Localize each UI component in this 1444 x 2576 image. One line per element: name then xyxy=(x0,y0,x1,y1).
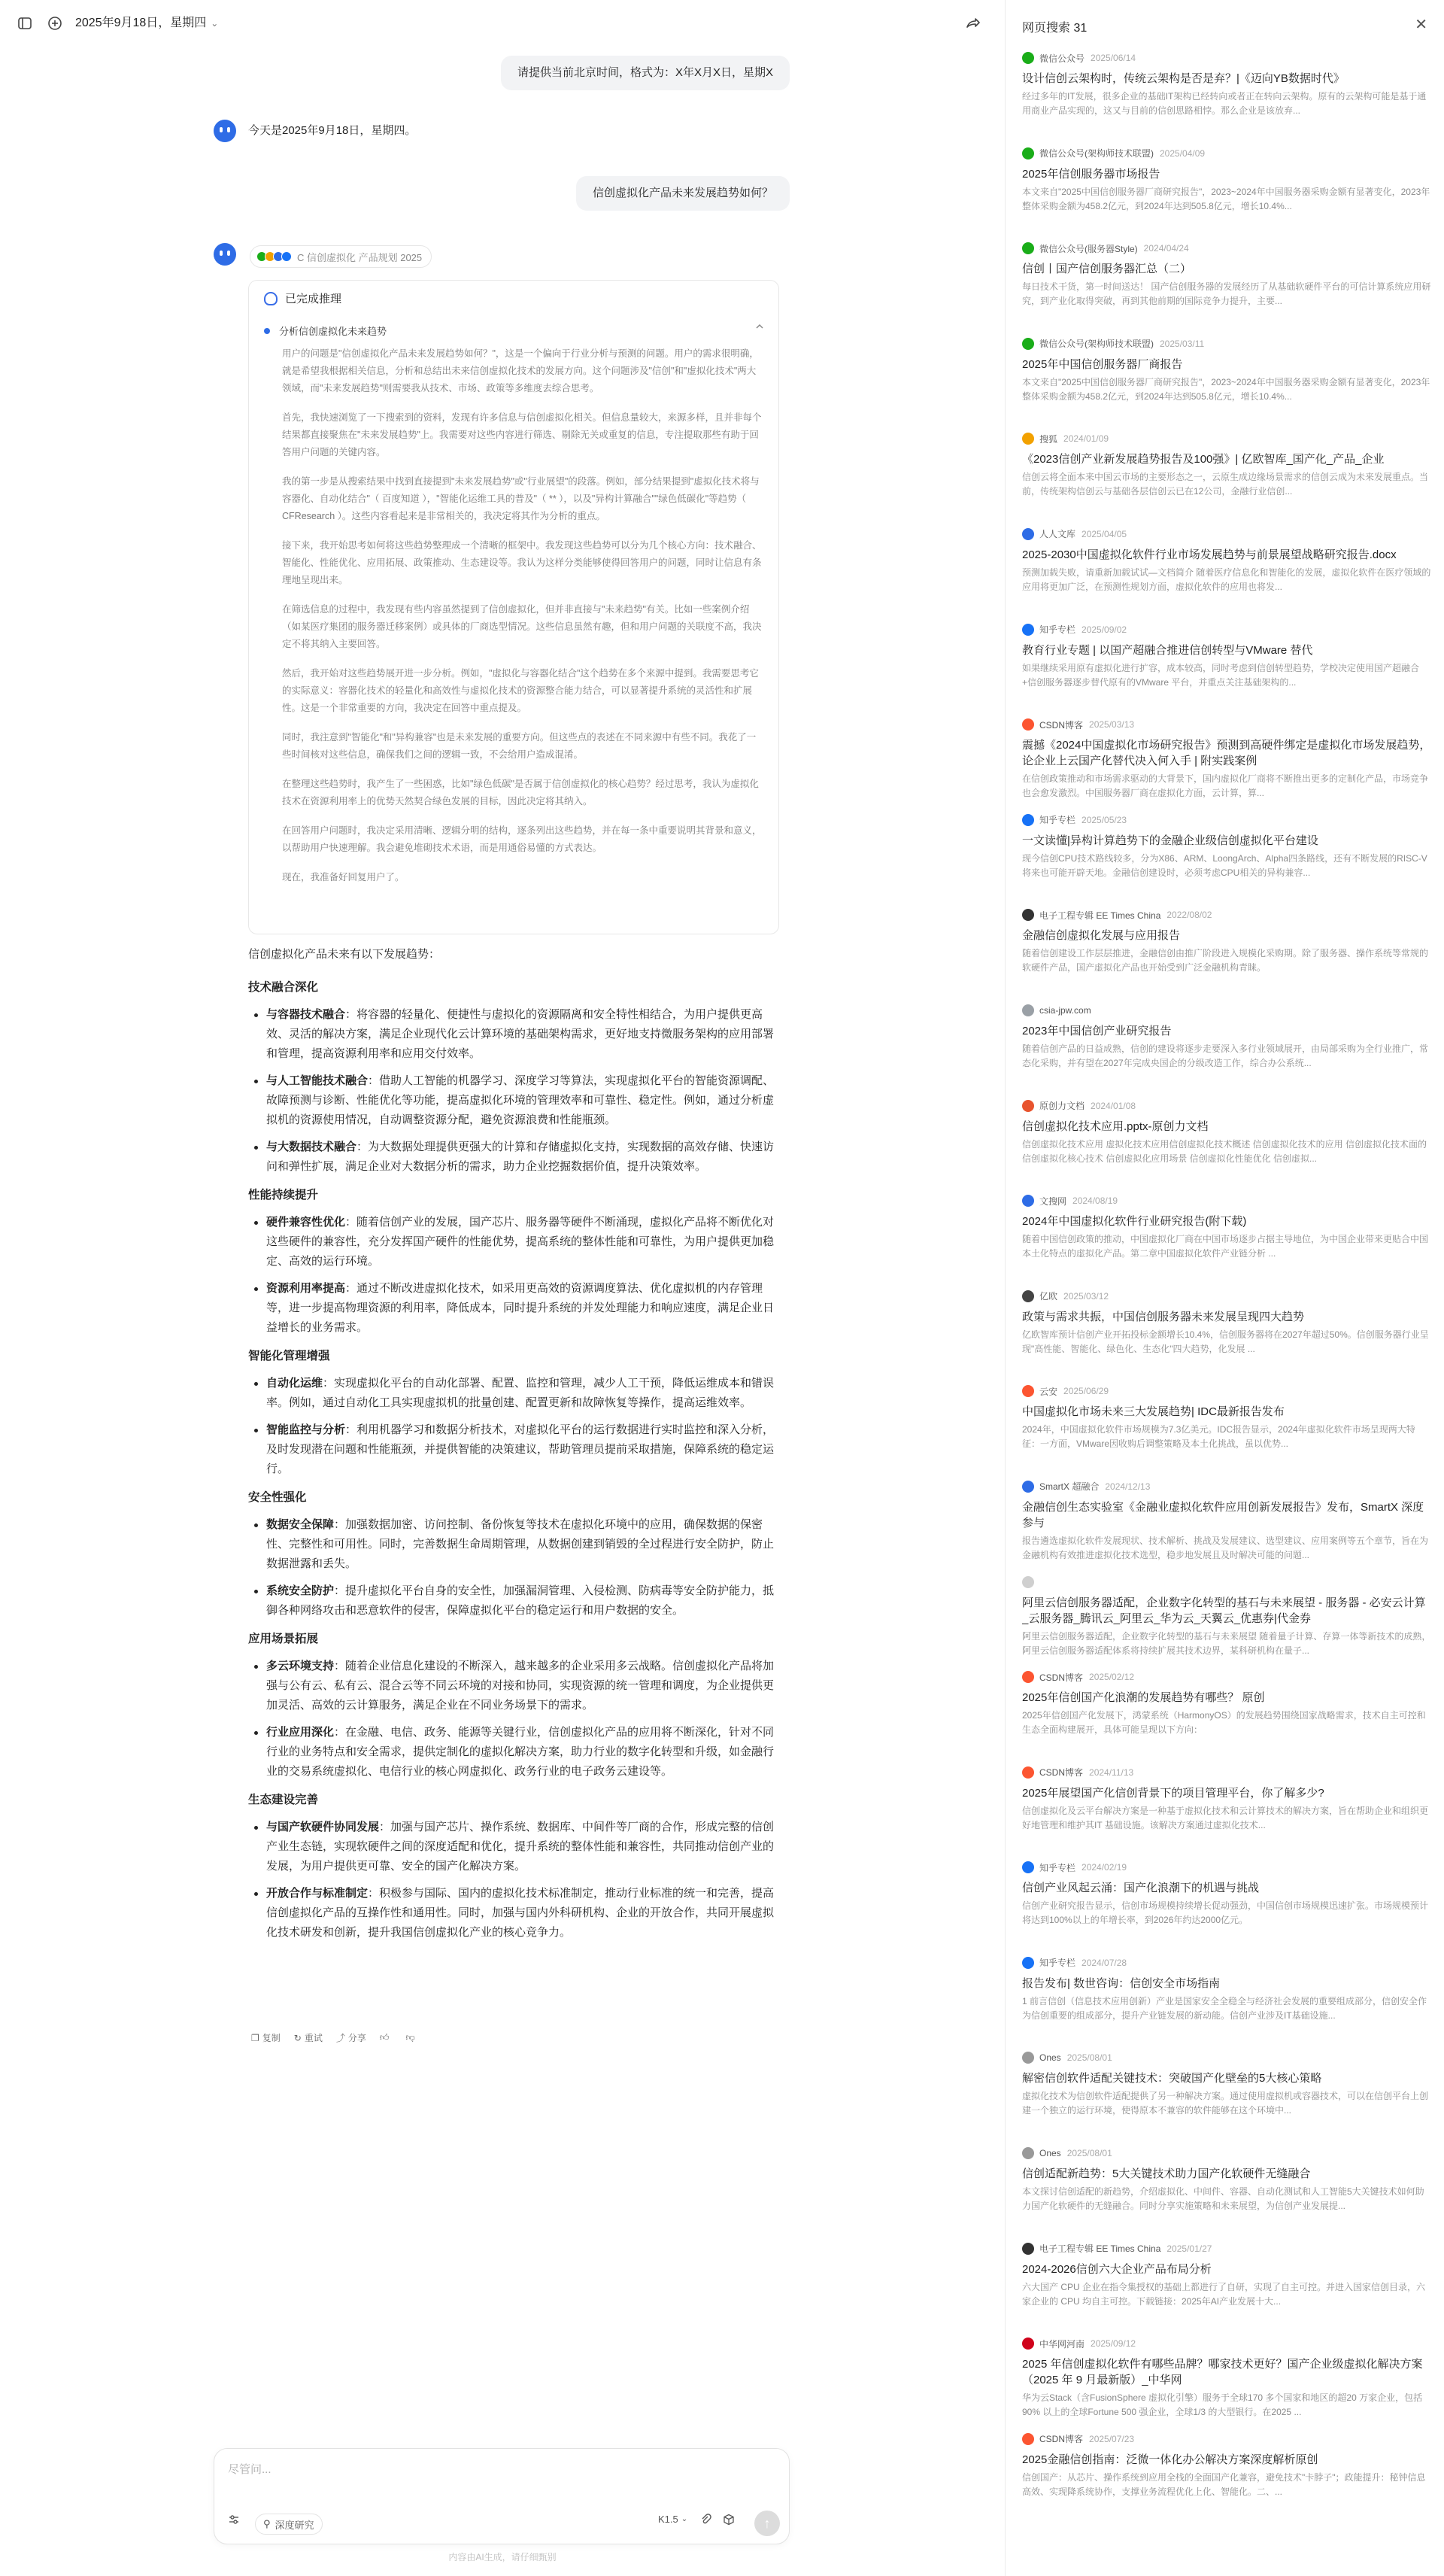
source-favicon-icon xyxy=(1022,2433,1034,2445)
result-snippet: 2025年信创国产化发展下，鸿蒙系统（HarmonyOS）的发展趋势围绕国家战略需求，技术自主可控和生态全面构建展开，具体可能呈现以下方向： xyxy=(1022,1710,1426,1736)
result-source-name: 电子工程专辑 EE Times China xyxy=(1039,910,1161,921)
result-title[interactable]: 2024年中国虚拟化软件行业研究报告(附下载) xyxy=(1022,1215,1247,1229)
result-title[interactable]: 金融信创生态实验室《金融业虚拟化软件应用创新发展报告》发布，SmartX 深度参与 xyxy=(1022,1500,1424,1530)
result-title[interactable]: 2023年中国信创产业研究报告 xyxy=(1022,1024,1172,1037)
assistant-answer xyxy=(248,945,781,1952)
source-favicon-icon xyxy=(1022,433,1034,445)
result-date: 2022/08/02 xyxy=(1166,910,1212,921)
source-favicon-icon xyxy=(1022,814,1034,826)
source-favicon-icon xyxy=(1022,1766,1034,1779)
search-result-item[interactable] xyxy=(1022,1192,1431,1288)
result-snippet: 信创云将全面本来中国云市场的主要形态之一，云原生成边缘场景需求的信创云成为未来发展重点。当前，传统架构信创云与基础各层信创云已在12公司，金融行业信创... xyxy=(1022,472,1429,497)
result-title[interactable]: 2025 年信创虚拟化软件有哪些品牌？哪家技术更好？国产企业级虚拟化解决方案（2025 年 9 月最新版）_中华网 xyxy=(1022,2358,1423,2387)
result-snippet: 六大国产 CPU 企业在指令集授权的基础上都进行了自研，实现了自主可控。并进入国家信创目录，六家企业的 CPU 均自主可控。下载链接：2025年AI产业发展十大... xyxy=(1022,2281,1426,2307)
item-text: ：通过不断改进虚拟化技术，如采用更高效的资源调度算法、优化虚拟机的内存管理等，进一步提高物理资源的利用率，降低成本，同时提升系统的并发处理能力和响应速度，满足企业日益增长的业务需求。 xyxy=(266,1282,775,1334)
item-label: 硬件兼容性优化 xyxy=(266,1216,346,1229)
result-source xyxy=(1022,907,1431,923)
result-snippet: 现今信创CPU技术路线较多，分为X86、ARM、LoongArch、Alpha四条路线，还有不断发展的RISC-V将来也可能开辟天地。金融信创建设时，必须考虑CPU相关的异构兼容... xyxy=(1022,852,1427,878)
source-favicon-icon xyxy=(1022,624,1034,636)
retry-label: 重试 xyxy=(304,2033,323,2043)
reasoning-paragraph: 首先，我快速浏览了一下搜索到的资料，发现有许多信息与信创虚拟化相关。但信息量较大，来源多样，且并非每个结果都直接聚焦在"未来发展趋势"上。我需要对这些内容进行筛选、剔除无关或重复的信息，专注提取那些有助于回答用户问题的关键内容。 xyxy=(282,412,762,457)
result-title[interactable]: 2025年中国信创服务器厂商报告 xyxy=(1022,357,1183,371)
bullet-list xyxy=(248,1005,781,1177)
search-result-item[interactable] xyxy=(1022,2431,1431,2526)
research-icon: ⚲ xyxy=(263,2518,271,2529)
copy-icon: ❐ xyxy=(251,2032,259,2043)
result-snippet: 信创产业研究报告显示，信创市场规模持续增长促动强劲，中国信创市场规模迅速扩张。市场规模预计将达到100%以上的年增长率，到2026年约达2000亿元。 xyxy=(1022,1900,1429,1926)
result-source xyxy=(1022,1859,1431,1876)
item-label: 资源利用率提高 xyxy=(266,1282,346,1295)
result-title[interactable]: 《2023信创产业新发展趋势报告及100强》| 亿欧智库_国产化_产品_企业 xyxy=(1022,453,1385,466)
thumbs-down-icon: 👎︎ xyxy=(405,2032,415,2043)
result-source xyxy=(1022,2335,1431,2352)
result-title[interactable]: 震撼《2024中国虚拟化市场研究报告》预测到高硬件绑定是虚拟化市场发展趋势，论企业上云国产化替代决入何入手 | 附实践案例 xyxy=(1022,739,1431,768)
result-snippet: 随着信创建设工作层层推进，金融信创由推广阶段进入规模化采购期。除了服务器、操作系统等常规的软硬件产品，国产虚拟化产品也开始受到广泛金融机构青睐。 xyxy=(1022,948,1429,974)
result-snippet: 本文来自"2025中国信创服务器厂商研究报告"，2023~2024年中国服务器采购金额有显著变化，2023年整体采购金额为458.2亿元，到2024年达到505.8亿元，增长10.4%... xyxy=(1022,376,1430,402)
reasoning-step-label: 分析信创虚拟化未来趋势 xyxy=(279,326,387,337)
result-snippet: 在信创政策推动和市场需求驱动的大背景下，国内虚拟化厂商将不断推出更多的定制化产品，市场竞争也会愈发激烈。中国服务器厂商在虚拟化方面，云计算，算... xyxy=(1022,773,1429,799)
reasoning-paragraph: 同时，我注意到"智能化"和"异构兼容"也是未来发展的重要方向。但这些点的表述在不同来源中有些不同。我花了一些时间核对这些信息，确保我们之间的逻辑一致，不会给用户造成混淆。 xyxy=(282,732,757,760)
source-favicon-icon xyxy=(1022,2147,1034,2159)
reasoning-title: 已完成推理 xyxy=(285,293,342,305)
model-selector[interactable] xyxy=(658,2514,687,2525)
item-label: 与大数据技术融合 xyxy=(266,1141,357,1153)
source-favicon-icon xyxy=(1022,338,1034,350)
item-label: 智能监控与分析 xyxy=(266,1423,346,1436)
result-source xyxy=(1022,2145,1431,2161)
source-favicon-icon xyxy=(1022,718,1034,731)
result-date: 2025/04/05 xyxy=(1081,528,1127,539)
result-source xyxy=(1022,240,1431,257)
result-source xyxy=(1022,1002,1431,1019)
result-source-name: 亿欧 xyxy=(1039,1291,1058,1302)
item-label: 多云环境支持 xyxy=(266,1660,335,1672)
result-source xyxy=(1022,50,1431,66)
result-date: 2025/04/09 xyxy=(1160,147,1206,159)
reasoning-paragraph: 在回答用户问题时，我决定采用清晰、逻辑分明的结构，逐条列出这些趋势，并在每一条中重要说明其背景和意义，以帮助用户快速理解。我会避免堆砌技术术语，而是用通俗易懂的方式表达。 xyxy=(282,825,762,853)
result-date: 2025/08/01 xyxy=(1066,2052,1112,2064)
item-label: 与国产软硬件协同发展 xyxy=(266,1821,380,1833)
search-result-item[interactable] xyxy=(1022,812,1431,907)
cube-icon[interactable] xyxy=(723,2514,735,2526)
section-heading: 安全性强化 xyxy=(248,1491,307,1504)
reasoning-panel xyxy=(248,280,779,934)
list-item xyxy=(248,1657,781,1715)
result-date: 2024/01/08 xyxy=(1091,1100,1136,1111)
item-text: ：将容器的轻量化、便捷性与虚拟化的资源隔离和安全特性相结合，为用户提供更高效、灵活的解决方案，满足企业现代化云计算环境的基础架构需求，更好地支持微服务架构的应用部署和管理，提高资源利用率和应用交付效率。 xyxy=(266,1008,775,1060)
web-search-panel xyxy=(1005,0,1444,2576)
search-result-item[interactable] xyxy=(1022,1859,1431,1955)
search-result-item[interactable] xyxy=(1022,1288,1431,1384)
result-source-name: CSDN博客 xyxy=(1039,719,1084,731)
sidebar-toggle-icon[interactable] xyxy=(17,15,33,32)
item-label: 开放合作与标准制定 xyxy=(266,1887,369,1900)
item-text: ：借助人工智能的机器学习、深度学习等算法，实现虚拟化平台的智能资源调配、故障预测与诊断、性能优化等功能，提高虚拟化环境的管理效率和可靠性、稳定性。例如，通过分析虚拟机的资源使用情况，自动调整资源分配，避免资源浪费和性能瓶颈。 xyxy=(266,1074,775,1126)
result-source xyxy=(1022,1955,1431,1971)
reasoning-header[interactable] xyxy=(264,290,341,306)
result-date: 2024/01/09 xyxy=(1063,433,1109,445)
result-source-name: Ones xyxy=(1039,2148,1061,2159)
result-snippet: 随着中国信创政策的推动，中国虚拟化厂商在中国市场逐步占据主导地位，为中国企业带来更贴合中国本土化特点的虚拟化产品。第二章中国虚拟化软件产业链分析 ... xyxy=(1022,1234,1429,1259)
result-title[interactable]: 2024-2026信创六大企业产品布局分析 xyxy=(1022,2262,1212,2276)
result-source xyxy=(1022,1574,1431,1590)
result-date: 2024/12/13 xyxy=(1105,1481,1151,1492)
result-source xyxy=(1022,2240,1431,2257)
sources-chip-label: C 信创虚拟化 产品规划 2025 xyxy=(297,251,423,263)
new-chat-icon[interactable] xyxy=(47,15,63,32)
result-source xyxy=(1022,1288,1431,1305)
result-source xyxy=(1022,2431,1431,2447)
result-title[interactable]: 报告发布| 数世咨询：信创安全市场指南 xyxy=(1022,1976,1221,1990)
source-favicon-icon xyxy=(1022,2052,1034,2064)
item-text: ：加强数据加密、访问控制、备份恢复等技术在虚拟化环境中的应用，确保数据的保密性、完整性和可用性。同时，完善数据生命周期管理，从数据创建到销毁的全过程进行安全防护，防止数据泄露和丢失。 xyxy=(266,1518,775,1570)
bullet-list xyxy=(248,1374,781,1479)
list-item xyxy=(248,1818,781,1876)
search-result-item[interactable] xyxy=(1022,1574,1431,1669)
user-message: 请提供当前北京时间，格式为：X年X月X日，星期X xyxy=(501,56,790,90)
bullet-list xyxy=(248,1818,781,1943)
result-title[interactable]: 教育行业专题 | 以国产超融合推进信创转型与VMware 替代 xyxy=(1022,643,1313,657)
result-snippet: 亿欧智库预计信创产业开拓投标金额增长10.4%，信创服务器将在2027年超过50%。信创服务器行业呈现"高性能、智能化、绿色化、生态化"四大趋势，化发展 ... xyxy=(1022,1329,1429,1354)
attach-icon[interactable] xyxy=(700,2514,712,2526)
search-result-item[interactable] xyxy=(1022,2049,1431,2145)
arrow-up-icon: ↑ xyxy=(763,2516,771,2531)
result-snippet: 信创虚拟化技术应用 虚拟化技术应用信创虚拟化技术概述 信创虚拟化技术的应用 信创虚拟化技术面的 信创虚拟化核心技术 信创虚拟化应用场景 信创虚拟化性能优化 信创虚拟... xyxy=(1022,1138,1427,1164)
reasoning-paragraph: 在筛选信息的过程中，我发现有些内容虽然提到了信创虚拟化，但并非直接与"未来趋势"有关。比如一些案例介绍（如某医疗集团的服务器迁移案例）或具体的厂商选型情况。这些信息虽然有趣，但和用户问题的关联度不高，我决定不将其纳入主要回答。 xyxy=(282,604,762,649)
source-favicon-icon xyxy=(1022,1481,1034,1493)
tools-icon[interactable] xyxy=(228,2514,240,2526)
result-source-name: 知乎专栏 xyxy=(1039,1862,1076,1873)
list-item xyxy=(248,1071,781,1130)
search-result-item[interactable] xyxy=(1022,2145,1431,2240)
result-source xyxy=(1022,1098,1431,1114)
result-title[interactable]: 中国虚拟化市场未来三大发展趋势| IDC最新报告发布 xyxy=(1022,1405,1285,1419)
answer-intro: 信创虚拟化产品未来有以下发展趋势： xyxy=(248,948,441,961)
result-source xyxy=(1022,526,1431,542)
search-results-list xyxy=(1022,50,1431,2526)
source-favicon-icon xyxy=(1022,1004,1034,1016)
result-title[interactable]: 2025年信创国产化浪潮的发展趋势有哪些？ 原创 xyxy=(1022,1691,1265,1705)
result-date: 2024/11/13 xyxy=(1089,1766,1134,1778)
search-result-item[interactable] xyxy=(1022,907,1431,1002)
source-favicon-icon xyxy=(1022,1861,1034,1873)
result-source xyxy=(1022,621,1431,638)
result-title[interactable]: 政策与需求共振，中国信创服务器未来发展呈现四大趋势 xyxy=(1022,1310,1305,1323)
item-label: 自动化运维 xyxy=(266,1377,323,1390)
item-text: ：提升虚拟化平台自身的安全性，加强漏洞管理、入侵检测、防病毒等安全防护能力，抵御各种网络攻击和恶意软件的侵害，保障虚拟化平台的稳定运行和用户数据的安全。 xyxy=(266,1584,775,1617)
reasoning-paragraph: 在整理这些趋势时，我产生了一些困惑，比如"绿色低碳"是否属于信创虚拟化的核心趋势？经过思考，我认为虚拟化技术在资源利用率上的优势天然契合绿色发展的目标，因此决定将其纳入。 xyxy=(282,779,759,807)
item-label: 与人工智能技术融合 xyxy=(266,1074,369,1087)
retry-button[interactable] xyxy=(294,2031,323,2044)
result-title[interactable]: 2025金融信创指南：泛微一体化办公解决方案深度解析原创 xyxy=(1022,2453,1318,2466)
reasoning-paragraph: 用户的问题是"信创虚拟化产品未来发展趋势如何？"，这是一个偏向于行业分析与预测的问题。用户的需求很明确，就是希望我根据相关信息，分析和总结出未来信创虚拟化技术的发展方向。这个问题涉及"信创"和"虚拟化技术"两大领域，而"未来发展趋势"则需要我从技术、市场、政策等多维度去综合思考。 xyxy=(282,348,759,393)
share-button[interactable] xyxy=(336,2031,366,2044)
item-text: ：随着企业信息化建设的不断深入，越来越多的企业采用多云战略。信创虚拟化产品将加强与公有云、私有云、混合云等不同云环境的对接和协同，实现资源的统一管理和调度，为企业提供更加灵活、高效的云计算服务，满足企业在不同业务场景下的需求。 xyxy=(266,1660,775,1712)
result-source xyxy=(1022,1192,1431,1209)
result-date: 2025/02/12 xyxy=(1089,1672,1135,1683)
source-favicon-icon xyxy=(1022,1957,1034,1969)
result-source-name: 微信公众号(架构师技术联盟) xyxy=(1039,339,1154,350)
item-text: ：实现虚拟化平台的自动化部署、配置、监控和管理，减少人工干预，降低运维成本和错误率。例如，通过自动化工具实现虚拟机的批量创建、配置更新和故障恢复等操作，提高运维效率。 xyxy=(266,1377,775,1409)
search-result-item[interactable] xyxy=(1022,1002,1431,1098)
result-title[interactable]: 阿里云信创服务器适配，企业数字化转型的基石与未来展望 - 服务器 - 必安云计算_云服务器_腾讯云_阿里云_华为云_天翼云_优惠券|代金券 xyxy=(1022,1596,1426,1625)
result-source-name: CSDN博客 xyxy=(1039,2434,1084,2445)
chat-title[interactable] xyxy=(75,15,218,32)
result-source xyxy=(1022,716,1431,733)
result-source-name: 中华网河南 xyxy=(1039,2338,1085,2350)
send-button[interactable] xyxy=(754,2511,780,2536)
copy-label: 复制 xyxy=(262,2033,281,2043)
chat-header xyxy=(0,0,1005,47)
result-source-name: 电子工程专辑 EE Times China xyxy=(1039,2243,1161,2255)
assistant-avatar xyxy=(214,120,236,142)
search-result-item[interactable] xyxy=(1022,1764,1431,1860)
message-composer xyxy=(214,2448,790,2544)
list-item xyxy=(248,1884,781,1943)
result-snippet: 本文来自"2025中国信创服务器厂商研究报告"，2023~2024年中国服务器采购金额有显著变化，2023年整体采购金额为458.2亿元，到2024年达到505.8亿元，增长10.4%... xyxy=(1022,186,1430,211)
deep-research-label: 深度研究 xyxy=(275,2519,314,2531)
result-snippet: 信创虚拟化及云平台解决方案是一种基于虚拟化技术和云计算技术的解决方案，旨在帮助企业和组织更好地管理和维护其IT 基础设施。该解决方案通过虚拟化技术... xyxy=(1022,1805,1429,1830)
result-title[interactable]: 金融信创虚拟化发展与应用报告 xyxy=(1022,929,1181,943)
result-title[interactable]: 解密信创软件适配关键技术：突破国产化壁垒的5大核心策略 xyxy=(1022,2072,1322,2085)
item-text: ：利用机器学习和数据分析技术，对虚拟化平台的运行数据进行实时监控和深入分析，及时发现潜在问题和性能瓶颈，并提供智能的决策建议，帮助管理员提前采取措施，保障系统的稳定运行。 xyxy=(266,1423,775,1475)
item-text: ：积极参与国际、国内的虚拟化技术标准制定，推动行业标准的统一和完善，提高信创虚拟化产品的互操作性和通用性。同时，加强与国内外科研机构、企业的开放合作，共同开展虚拟化技术研发和创新，提升我国信创虚拟化产业的核心竞争力。 xyxy=(266,1887,775,1939)
result-snippet: 1 前言信创（信息技术应用创新）产业是国家安全全稳全与经济社会发展的重要组成部分，信创安全作为信创重要的组成部分，提升产业链发展的新动能。信创产业涉及IT基础设施... xyxy=(1022,1995,1427,2021)
section-heading: 生态建设完善 xyxy=(248,1794,319,1806)
result-title[interactable]: 一文读懂|异构计算趋势下的金融企业级信创虚拟化平台建设 xyxy=(1022,834,1318,847)
chevron-down-icon: ⌄ xyxy=(211,18,219,29)
source-favicon-icon xyxy=(281,251,292,262)
search-result-item[interactable] xyxy=(1022,1478,1431,1574)
ai-disclaimer: 内容由AI生成，请仔细甄别 xyxy=(448,2552,557,2562)
lightbulb-icon xyxy=(264,292,278,305)
result-date: 2024/07/28 xyxy=(1081,1957,1127,1968)
item-text: ：为大数据处理提供更强大的计算和存储虚拟化支持，实现数据的高效存储、快速访问和弹性扩展，满足企业对大数据分析的需求，助力企业挖掘数据价值，提升决策效率。 xyxy=(266,1141,775,1173)
list-item xyxy=(248,1723,781,1782)
result-snippet: 随着信创产品的日益成熟，信创的建设将逐步走要深入多行业领域展开，由局部采购为全行业推广，常态化采购，并有望在2027年完成央国企的分级改造工作，综合办公系统... xyxy=(1022,1043,1429,1068)
reasoning-step xyxy=(264,324,387,338)
item-text: ：随着信创产业的发展，国产芯片、服务器等硬件不断涌现，虚拟化产品将不断优化对这些硬件的兼容性，充分发挥国产硬件的性能优势，提高系统的整体性能和可靠性，为用户提供更加稳定、高效的运行环境。 xyxy=(266,1216,775,1268)
result-date: 2025/06/29 xyxy=(1063,1386,1109,1397)
search-result-item[interactable] xyxy=(1022,1098,1431,1193)
search-result-item[interactable] xyxy=(1022,145,1431,241)
list-item xyxy=(248,1213,781,1271)
chevron-down-icon: ⌄ xyxy=(681,2515,688,2523)
result-title[interactable]: 2025-2030中国虚拟化软件行业市场发展趋势与前景展望战略研究报告.docx xyxy=(1022,548,1397,561)
source-favicon-icon xyxy=(1022,147,1034,159)
result-date: 2024/04/24 xyxy=(1143,243,1189,254)
source-favicon-icon xyxy=(1022,528,1034,540)
list-item xyxy=(248,1420,781,1479)
result-source-name: 微信公众号 xyxy=(1039,53,1085,64)
thumbs-up-button[interactable] xyxy=(380,2032,393,2043)
share-icon[interactable] xyxy=(964,15,981,32)
result-source-name: 云安 xyxy=(1039,1386,1058,1397)
result-date: 2025/03/12 xyxy=(1063,1290,1109,1302)
list-item xyxy=(248,1005,781,1064)
result-date: 2024/02/19 xyxy=(1081,1862,1127,1873)
search-result-item[interactable] xyxy=(1022,430,1431,526)
item-label: 行业应用深化 xyxy=(266,1726,335,1739)
list-item xyxy=(248,1581,781,1621)
result-source-name: 知乎专栏 xyxy=(1039,624,1076,636)
result-source-name: SmartX 超融合 xyxy=(1039,1481,1100,1493)
result-snippet: 本文探讨信创适配的新趋势，介绍虚拟化、中间件、容器、自动化测试和人工智能5大关键技术如何助力国产化软硬件的无缝融合。同时分享实施策略和未来展望，为信创产业发展提... xyxy=(1022,2186,1424,2212)
result-source-name: CSDN博客 xyxy=(1039,1672,1084,1683)
panel-title: 网页搜索 31 xyxy=(1022,22,1088,35)
section-heading: 性能持续提升 xyxy=(248,1189,319,1201)
result-source xyxy=(1022,2049,1431,2066)
result-title[interactable]: 信创产业风起云涌：国产化浪潮下的机遇与挑战 xyxy=(1022,1882,1260,1895)
reasoning-paragraph: 我的第一步是从搜索结果中找到直接提到"未来发展趋势"或"行业展望"的段落。例如，部分结果提到"虚拟化技术将与容器化、自动化结合"（ 百度知道 ），"智能化运维工具的普及"（ ** ），以及"异构计算融合""绿色低碳化"等趋势（ CFResearch ）。这些内容看起来是非常相关的，我决定将其作为分析的重点。 xyxy=(282,476,760,521)
search-result-item[interactable] xyxy=(1022,50,1431,145)
result-snippet: 每日技术干货，第一时间送达！ 国产信创服务器的发展经历了从基础软硬件平台的可信计算系统应用研究，到产业化取得突破，再到其他前期的国际竞争力提升，主要... xyxy=(1022,281,1431,307)
result-source-name: 微信公众号(服务器Style) xyxy=(1039,243,1138,254)
model-label: K1.5 xyxy=(658,2514,678,2525)
result-date: 2025/07/23 xyxy=(1089,2433,1135,2444)
result-source-name: 文搜网 xyxy=(1039,1195,1067,1207)
result-snippet: 2024年，中国虚拟化软件市场规模为7.3亿美元。IDC报告显示，2024年虚拟化软件市场呈现两大特征：一方面，VMware因收购后调整策略及本土化挑战，虽以优势... xyxy=(1022,1424,1415,1450)
source-favicon-icon xyxy=(1022,1576,1034,1588)
message-input[interactable]: 尽管问... xyxy=(228,2463,272,2476)
result-date: 2025/09/02 xyxy=(1081,624,1127,635)
search-result-item[interactable] xyxy=(1022,1955,1431,2050)
result-date: 2025/03/13 xyxy=(1089,719,1135,731)
item-text: ：加强与国产芯片、操作系统、数据库、中间件等厂商的合作，形成完整的信创产业生态链，实现软硬件之间的深度适配和优化，提升系统的整体性能和兼容性，共同推动信创产业的发展，为用户提供更可靠、安全的国产化解决方案。 xyxy=(266,1821,775,1873)
result-source xyxy=(1022,145,1431,162)
source-favicon-icon xyxy=(1022,1195,1034,1207)
result-snippet: 经过多年的IT发展，很多企业的基础IT架构已经转向或者正在转向云架构。原有的云架构可能是基于通用商业产品实现的，这又与目前的信创思路相悖。那么企业是该放弃... xyxy=(1022,91,1427,116)
list-item xyxy=(248,1138,781,1177)
result-source xyxy=(1022,1478,1431,1495)
search-result-item[interactable] xyxy=(1022,336,1431,431)
assistant-message: 今天是2025年9月18日，星期四。 xyxy=(248,124,417,137)
search-result-item[interactable] xyxy=(1022,2335,1431,2431)
share-icon: ⤴ xyxy=(335,2033,345,2043)
user-message: 信创虚拟化产品未来发展趋势如何？ xyxy=(576,176,790,211)
reasoning-paragraph: 现在，我准备好回复用户了。 xyxy=(282,872,405,882)
result-source xyxy=(1022,336,1431,352)
result-source xyxy=(1022,1669,1431,1685)
result-source-name: 人人文库 xyxy=(1039,529,1076,540)
search-result-item[interactable] xyxy=(1022,526,1431,621)
refresh-icon: ↻ xyxy=(293,2032,302,2043)
reasoning-paragraph: 然后，我开始对这些趋势展开进一步分析。例如，"虚拟化与容器化结合"这个趋势在多个来源中提到。我需要思考它的实际意义：容器化技术的轻量化和高效性与虚拟化技术的资源整合能力结合，可以显著提升系统的灵活性和扩展性。这是一个非常重要的方向，我决定在回答中重点提及。 xyxy=(282,668,759,713)
result-source-name: 原创力文档 xyxy=(1039,1101,1085,1112)
thumbs-down-button[interactable] xyxy=(405,2032,417,2043)
search-result-item[interactable] xyxy=(1022,716,1431,812)
item-label: 系统安全防护 xyxy=(266,1584,335,1597)
result-date: 2025/05/23 xyxy=(1081,814,1127,825)
result-title[interactable]: 2025年信创服务器市场报告 xyxy=(1022,167,1160,181)
bullet-list xyxy=(248,1213,781,1338)
result-date: 2025/08/01 xyxy=(1066,2148,1112,2159)
step-dot-icon xyxy=(264,328,270,334)
reasoning-body xyxy=(282,345,763,898)
source-favicon-icon xyxy=(1022,2338,1034,2350)
close-icon[interactable]: ✕ xyxy=(1415,17,1427,33)
result-snippet: 信创国产：从芯片、操作系统到应用全栈的全面国产化兼容，避免技术"卡脖子"；政能提升：秘钟信息高效、实现降系统协作，支撑业务流程优化上化、智能化。二、... xyxy=(1022,2471,1426,2497)
result-snippet: 报告遴选虚拟化软件发展现状、技术解析、挑战及发展建议、选型建议、应用案例等五个章节，旨在为金融机构有效推进虚拟化技术选型，稳步地发展且及时解决可能的问题... xyxy=(1022,1535,1429,1560)
result-date: 2025/01/27 xyxy=(1166,2243,1212,2254)
search-result-item[interactable] xyxy=(1022,1383,1431,1478)
sources-chip[interactable] xyxy=(250,245,432,268)
result-source xyxy=(1022,430,1431,447)
share-label: 分享 xyxy=(347,2033,366,2043)
result-date: 2025/03/11 xyxy=(1160,338,1205,349)
result-source xyxy=(1022,1764,1431,1781)
source-favicon-icon xyxy=(1022,1385,1034,1397)
result-date: 2025/06/14 xyxy=(1091,53,1136,63)
assistant-avatar xyxy=(214,243,236,266)
result-source-name: 搜狐 xyxy=(1039,433,1058,445)
result-date: 2025/09/12 xyxy=(1091,2338,1136,2350)
chat-title-text: 2025年9月18日，星期四 xyxy=(75,17,207,29)
result-source-name: 微信公众号(架构师技术联盟) xyxy=(1039,148,1154,159)
search-result-item[interactable] xyxy=(1022,240,1431,336)
result-snippet: 阿里云信创服务器适配，企业数字化转型的基石与未来展望 随着量子计算、存算一体等新技术的成熟，阿里云信创服务器适配体系将持续扩展其技术边界，某科研机构在量子... xyxy=(1022,1630,1431,1656)
section-heading: 技术融合深化 xyxy=(248,981,319,994)
chevron-up-icon[interactable] xyxy=(754,321,765,334)
thumbs-up-icon: 👍︎ xyxy=(379,2032,390,2043)
result-title[interactable]: 信创适配新趋势：5大关键技术助力国产化软硬件无缝融合 xyxy=(1022,2167,1311,2181)
section-heading: 智能化管理增强 xyxy=(248,1350,330,1362)
result-snippet: 预测加载失败，请重新加载试试—文档简介 随着医疗信息化和智能化的发展，虚拟化软件在医疗领域的应用将更加广泛，在预测性规划方面，虚拟化软件的应用也将发... xyxy=(1022,567,1431,592)
result-snippet: 虚拟化技术为信创软件适配提供了另一种解决方案。通过使用虚拟机或容器技术，可以在信创平台上创建一个独立的运行环境，使得原本不兼容的软件能够在这个环境中... xyxy=(1022,2091,1429,2116)
source-favicon-icon xyxy=(1022,2243,1034,2255)
section-heading: 应用场景拓展 xyxy=(248,1633,319,1645)
result-snippet: 如果继续采用原有虚拟化进行扩容，成本较高，同时考虑到信创转型趋势，学校决定使用国产超融合+信创服务器逐步替代原有的VMware 平台，并重点关注基础架构的... xyxy=(1022,662,1420,688)
result-snippet: 华为云Stack（含FusionSphere 虚拟化引擎）服务于全球170 多个国家和地区的超20 万家企业，包括90% 以上的全球Fortune 500 强企业，全球1/3 的大型银行。在2025 ... xyxy=(1022,2392,1423,2418)
result-title[interactable]: 信创丨国产信创服务器汇总（二） xyxy=(1022,263,1192,276)
deep-research-button[interactable] xyxy=(255,2514,323,2535)
result-date: 2024/08/19 xyxy=(1072,1195,1118,1207)
message-actions xyxy=(251,2031,432,2044)
result-source-name: 知乎专栏 xyxy=(1039,1958,1076,1969)
item-text: ：在金融、电信、政务、能源等关键行业，信创虚拟化产品的应用将不断深化，针对不同行业的业务特点和安全需求，提供定制化的虚拟化解决方案，助力行业的数字化转型和升级，如金融行业的交易系统虚拟化、电信行业的核心网虚拟化、政务行业的电子政务云建设等。 xyxy=(266,1726,775,1778)
source-favicon-icon xyxy=(1022,1671,1034,1683)
source-favicon-icon xyxy=(1022,1100,1034,1112)
item-label: 数据安全保障 xyxy=(266,1518,335,1531)
search-result-item[interactable] xyxy=(1022,621,1431,717)
search-result-item[interactable] xyxy=(1022,2240,1431,2336)
list-item xyxy=(248,1515,781,1574)
list-item xyxy=(248,1374,781,1413)
item-label: 与容器技术融合 xyxy=(266,1008,346,1021)
result-title[interactable]: 2025年展望国产化信创背景下的项目管理平台，你了解多少? xyxy=(1022,1786,1324,1800)
reasoning-paragraph: 接下来，我开始思考如何将这些趋势整理成一个清晰的框架中。我发现这些趋势可以分为几个核心方向：技术融合、智能化、性能优化、应用拓展、政策推动、生态建设等。我认为这样分类能够使得回答用户的问题，同时让信息有条理地呈现出来。 xyxy=(282,540,762,585)
source-favicon-icon xyxy=(1022,242,1034,254)
source-favicon-icon xyxy=(1022,1290,1034,1302)
result-source xyxy=(1022,812,1431,828)
bullet-list xyxy=(248,1515,781,1621)
search-result-item[interactable] xyxy=(1022,1669,1431,1764)
copy-button[interactable] xyxy=(251,2031,281,2044)
source-favicon-icon xyxy=(1022,52,1034,64)
result-title[interactable]: 设计信创云架构时，传统云架构是否是弃？|《迈向YB数据时代》 xyxy=(1022,72,1345,85)
bullet-list xyxy=(248,1657,781,1782)
result-title[interactable]: 信创虚拟化技术应用.pptx-原创力文档 xyxy=(1022,1119,1209,1133)
result-source-name: Ones xyxy=(1039,2052,1061,2064)
result-source-name: 知乎专栏 xyxy=(1039,815,1076,826)
list-item xyxy=(248,1279,781,1338)
result-source-name: CSDN博客 xyxy=(1039,1767,1084,1779)
result-source xyxy=(1022,1383,1431,1399)
result-source-name: csia-jpw.com xyxy=(1039,1004,1091,1016)
source-favicon-icon xyxy=(1022,909,1034,921)
